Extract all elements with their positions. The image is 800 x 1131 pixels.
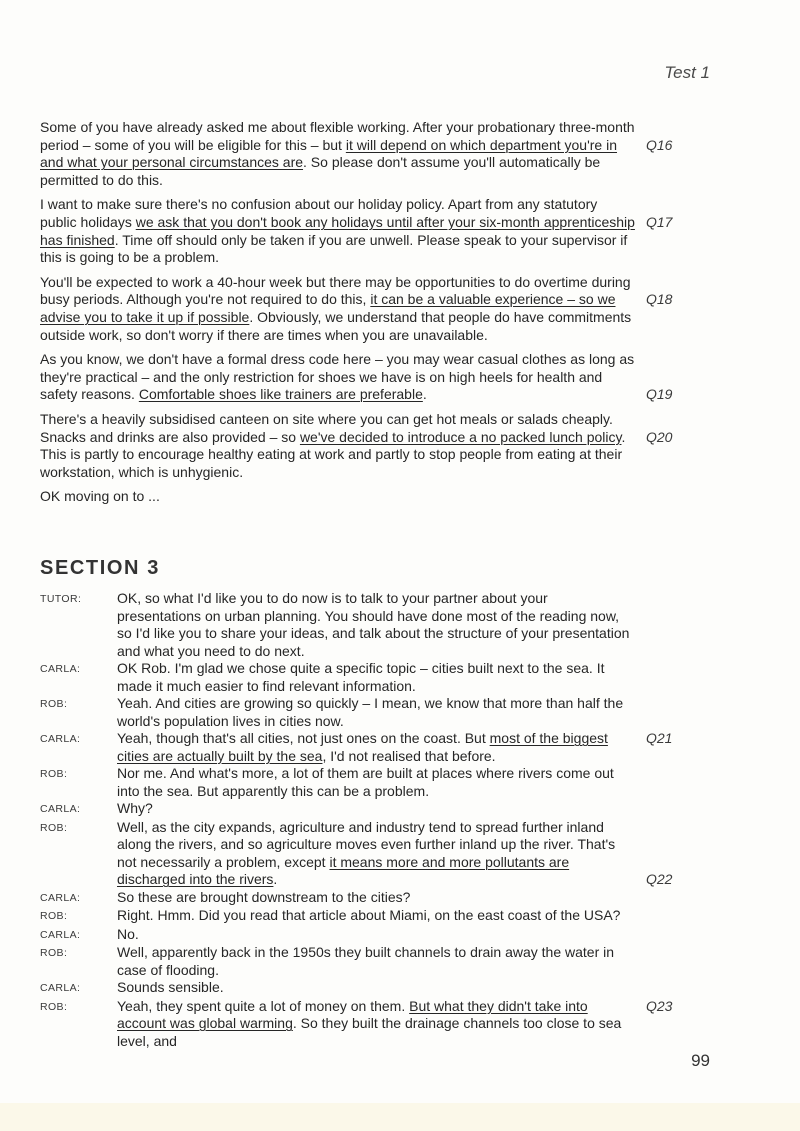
question-marker: Q23: [646, 997, 673, 1014]
dialogue-line: [40, 819, 740, 889]
speech-text: [117, 800, 635, 819]
transcript-paragraph: [40, 196, 740, 266]
transcript-text: There's a heavily subsidised canteen on site where you can get hot meals or salads cheaply. Snacks and drinks are also provided – so: [40, 410, 613, 445]
section-3-heading: SECTION 3: [40, 557, 160, 579]
question-marker: Q19: [646, 386, 673, 403]
paragraph-text: [40, 119, 635, 189]
transcript-text: Nor me. And what's more, a lot of them are built at places where rivers come out into the sea. But apparently this can be a problem.: [117, 765, 614, 799]
transcript-paragraph: [40, 119, 740, 189]
section-2-transcript: [40, 119, 740, 506]
speech-text: [117, 944, 635, 979]
speech-text: [117, 819, 635, 889]
dialogue-line: [40, 765, 740, 800]
dialogue-line: [40, 944, 740, 979]
dialogue-line: [40, 926, 740, 945]
speaker-label: ROB:: [40, 698, 68, 710]
dialogue-line: [40, 907, 740, 926]
answer-underline: most of the biggest cities are actually built by the sea: [117, 730, 608, 764]
dialogue-line: [40, 979, 740, 998]
paragraph-text: [40, 274, 635, 344]
speech-text: [117, 907, 635, 926]
transcript-text: . Time off should only be taken if you are unwell. Please speak to your supervisor if this is going to be a problem.: [40, 231, 628, 266]
speech-text: [117, 730, 635, 765]
answer-underline: it means more and more pollutants are discharged into the rivers: [117, 853, 570, 887]
question-marker: Q21: [646, 730, 673, 746]
page-number: 99: [691, 1051, 710, 1070]
transcript-text: Right. Hmm. Did you read that article about Miami, on the east coast of the USA?: [117, 907, 621, 923]
transcript-text: OK Rob. I'm glad we chose quite a specific topic – cities built next to the sea. It made it much easier to find relevant information.: [117, 660, 605, 694]
speaker-label: CARLA:: [40, 982, 81, 994]
question-marker: Q22: [646, 871, 673, 887]
transcript-paragraph: [40, 411, 740, 481]
transcript-text: . Obviously, we understand that people do have commitments outside work, so don't worry if there are times when you are unavailable.: [40, 308, 632, 343]
speaker-label: ROB:: [40, 947, 68, 959]
speech-text: [117, 660, 635, 695]
answer-underline: it can be a valuable experience – so we advise you to take it up if possible: [40, 291, 616, 325]
transcript-text: As you know, we don't have a formal dress code here – you may wear casual clothes as long as they're practical – and the only restriction for shoes we have is on high heels for health and safety reasons.: [40, 351, 635, 403]
speech-text: [117, 889, 635, 908]
answer-underline: we've decided to introduce a no packed lunch policy: [299, 428, 622, 445]
dialogue-line: [40, 800, 740, 819]
answer-underline: we ask that you don't book any holidays until after your six-month apprenticeship has finished: [40, 213, 635, 248]
speech-text: [117, 765, 635, 800]
transcript-text: .: [422, 386, 427, 403]
dialogue-line: [40, 889, 740, 908]
paragraph-text: [40, 196, 635, 266]
speaker-label: TUTOR:: [40, 593, 82, 605]
speaker-label: ROB:: [40, 768, 68, 780]
question-marker: Q18: [646, 291, 673, 308]
speaker-label: CARLA:: [40, 663, 81, 675]
speech-text: [117, 998, 635, 1051]
transcript-text: , I'd not realised that before.: [322, 747, 496, 764]
answer-underline: Comfortable shoes like trainers are preferable: [138, 386, 423, 403]
transcript-text: Yeah, though that's all cities, not just ones on the coast. But: [117, 730, 490, 746]
transcript-text: OK, so what I'd like you to do now is to talk to your partner about your presentations on urban planning. You should have done most of the reading now, so I'd like you to share your ideas, and talk about the structure of your presentation and what you need to do next.: [117, 590, 630, 659]
transcript-text: So these are brought downstream to the cities?: [117, 888, 411, 905]
page-header-title: Test 1: [664, 63, 710, 82]
dialogue-line: [40, 730, 740, 765]
speech-text: [117, 590, 635, 660]
dialogue-line: [40, 695, 740, 730]
transcript-text: Some of you have already asked me about flexible working. After your probationary three-month period – some of you will be eligible for this – but: [40, 119, 635, 153]
speech-text: [117, 695, 635, 730]
speaker-label: ROB:: [40, 910, 68, 922]
transcript-text: You'll be expected to work a 40-hour week but there may be opportunities to do overtime during busy periods. Although you're not required to do this,: [40, 273, 631, 308]
transcript-text: .: [273, 871, 278, 887]
dialogue-line: [40, 660, 740, 695]
transcript-text: . This is partly to encourage healthy eating at work and partly to stop people from eating at their workstation, which is unhygienic.: [40, 428, 626, 480]
speaker-label: CARLA:: [40, 733, 81, 745]
speech-text: [117, 979, 635, 998]
speaker-label: CARLA:: [40, 928, 81, 941]
transcript-text: Yeah, they spent quite a lot of money on them.: [117, 997, 410, 1014]
transcript-paragraph: [40, 351, 740, 404]
dialogue-line: [40, 590, 740, 660]
transcript-text: Well, apparently back in the 1950s they built channels to drain away the water in case of flooding.: [117, 944, 615, 978]
transcript-text: Well, as the city expands, agriculture and industry tend to spread further inland along the rivers, and so agriculture moves even further inland up the river. That's not necessarily a problem, except: [117, 818, 616, 870]
answer-underline: it will depend on which department you're in and what your personal circumstances are: [40, 136, 618, 171]
speech-text: [117, 926, 635, 945]
transcript-paragraph: [40, 274, 740, 344]
speaker-label: ROB:: [40, 1000, 68, 1013]
closing-line: OK moving on to ...: [40, 488, 160, 505]
transcript-text: . So they built the drainage channels too close to sea level, and: [117, 1015, 622, 1049]
speaker-label: CARLA:: [40, 803, 81, 815]
dialogue-line: [40, 998, 740, 1051]
transcript-text: No.: [117, 925, 139, 942]
section-3-dialogue: [40, 590, 740, 1050]
transcript-text: Yeah. And cities are growing so quickly – I mean, we know that more than half the world's population lives in cities now.: [117, 695, 624, 729]
question-marker: Q20: [646, 428, 673, 445]
paragraph-text: [40, 351, 635, 404]
speaker-label: CARLA:: [40, 891, 81, 904]
speaker-label: ROB:: [40, 821, 68, 834]
question-marker: Q17: [646, 213, 673, 230]
page-footer-band: [0, 1103, 800, 1131]
transcript-text: I want to make sure there's no confusion about our holiday policy. Apart from any statutory public holidays: [40, 196, 598, 230]
paragraph-text: [40, 411, 635, 481]
answer-underline: But what they didn't take into account was global warming: [117, 997, 588, 1031]
transcript-text: Why?: [117, 800, 153, 816]
transcript-text: . So please don't assume you'll automatically be permitted to do this.: [40, 154, 601, 188]
transcript-text: Sounds sensible.: [117, 979, 224, 995]
question-marker: Q16: [646, 136, 673, 153]
